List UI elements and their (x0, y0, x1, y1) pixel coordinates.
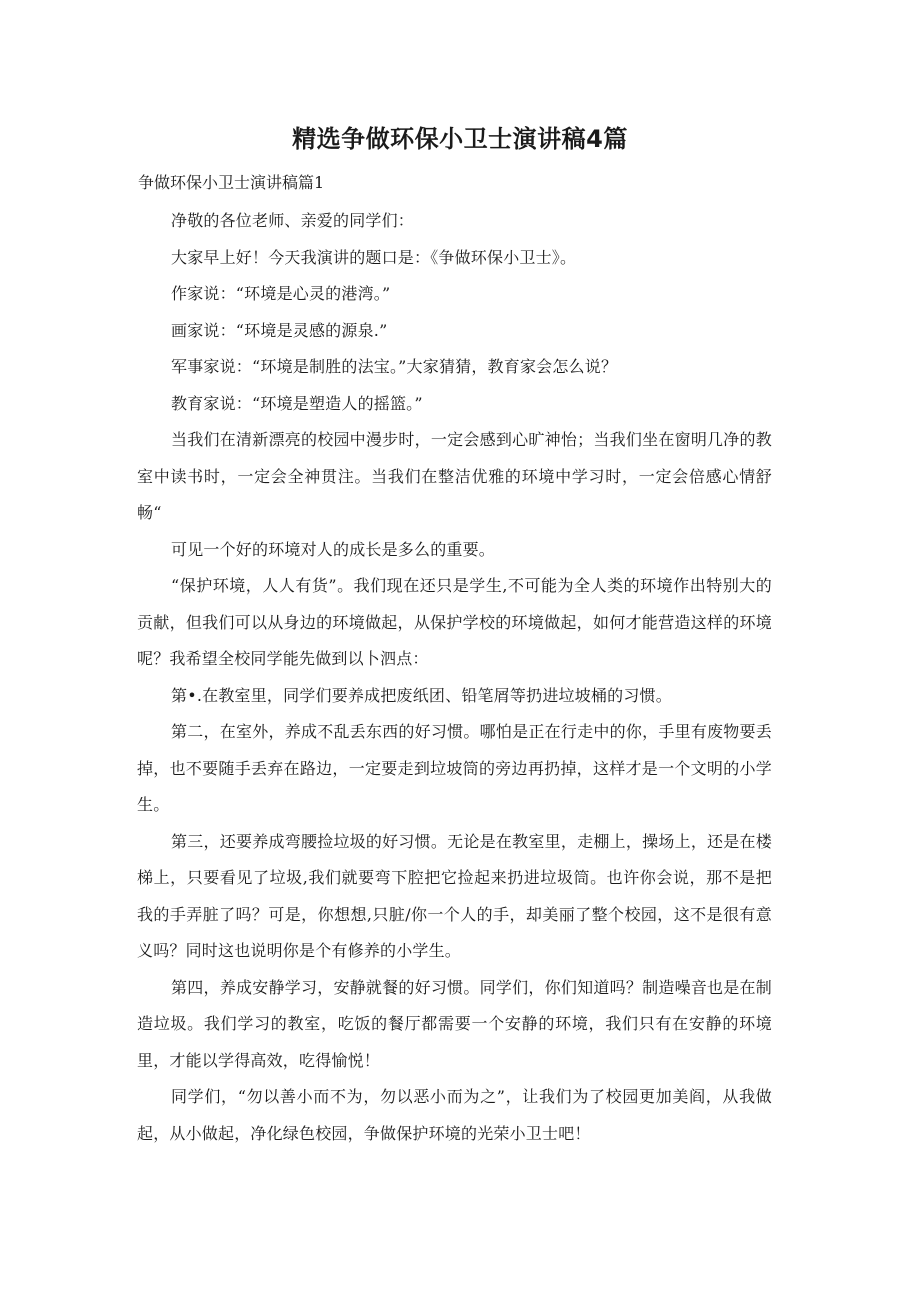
paragraph-educator-quote: 教育家说：“环境是塑造人的摇篮。” (171, 393, 423, 413)
paragraph-importance: 可见一个好的环境对人的成长是多么的重要。 (171, 539, 496, 559)
paragraph-greeting: 净敬的各位老师、亲爱的同学们： (171, 211, 415, 230)
paragraph-point-3: 第三，还要养成弯腰捡垃圾的好习惯。无论是在教室里，走棚上，操场上，还是在楼梯上，只要看见了垃圾,我们就要弯下腔把它捡起来扔进垃圾筒。也许你会说，那不是把我的手弄脏了吗？可是，你想想,只脏/你一个人的手，却美丽了整个校园，这不是很有意义吗？同时这也说明你是个有修养的小学生。 (137, 831, 772, 960)
paragraph-painter-quote: 画家说：“环境是灵感的源泉.” (171, 320, 388, 340)
paragraph-protect: “保护环境，人人有货”。我们现在还只是学生,不可能为全人类的环境作出特别大的贡献，但我们可以从身边的环境做起，从保护学校的环境做起，如何才能营造这样的环境呢？我希望全校同学能先做到以卜泗点： (137, 576, 772, 668)
paragraph-campus: 当我们在清新漂亮的校园中漫步时，一定会感到心旷神怡；当我们坐在窗明几净的教室中读书时，一定会全神贯注。当我们在整洁优雅的环境中学习时，一定会倍感心情舒畅“ (137, 430, 772, 522)
paragraph-point-4: 第四，养成安静学习，安静就餐的好习惯。同学们，你们知道吗？制造噪音也是在制造垃圾。我们学习的教室，吃饭的餐厅都需要一个安静的环境，我们只有在安静的环境里，才能以学得高效，吃得愉悦！ (137, 977, 772, 1070)
section-heading: 争做环保小卫士演讲稿篇1 (138, 173, 325, 192)
speech-body (137, 203, 772, 1152)
paragraph-point-2: 第二，在室外，养成不乱丢东西的好习惯。哪怕是正在行走中的你，手里有废物要丢掉，也不要随手丢弃在路边，一定要走到垃坡筒的旁边再扔掉，这样才是一个文明的小学生。 (137, 722, 772, 814)
document-title: 精选争做环保小卫士演讲稿4篇 (292, 125, 628, 153)
paragraph-writer-quote: 作家说：“环境是心灵的港湾。” (171, 284, 391, 303)
paragraph-point-1: 第•.在教室里，同学们要养成把废纸团、铅笔屑等扔进垃坡桶的习惯。 (171, 685, 672, 705)
paragraph-intro: 大家早上好！今天我演讲的题口是：《争做环保小卫士》。 (171, 247, 577, 267)
paragraph-closing: 同学们，“勿以善小而不为，勿以恶小而为之”，让我们为了校园更加美阎，从我做起，从小做起，净化绿色校园，争做保护环境的光荣小卫士吧！ (137, 1087, 772, 1143)
paragraph-military-quote: 军事家说：“环境是制胜的法宝。”大家猜猜，教育家会怎么说？ (171, 357, 618, 376)
